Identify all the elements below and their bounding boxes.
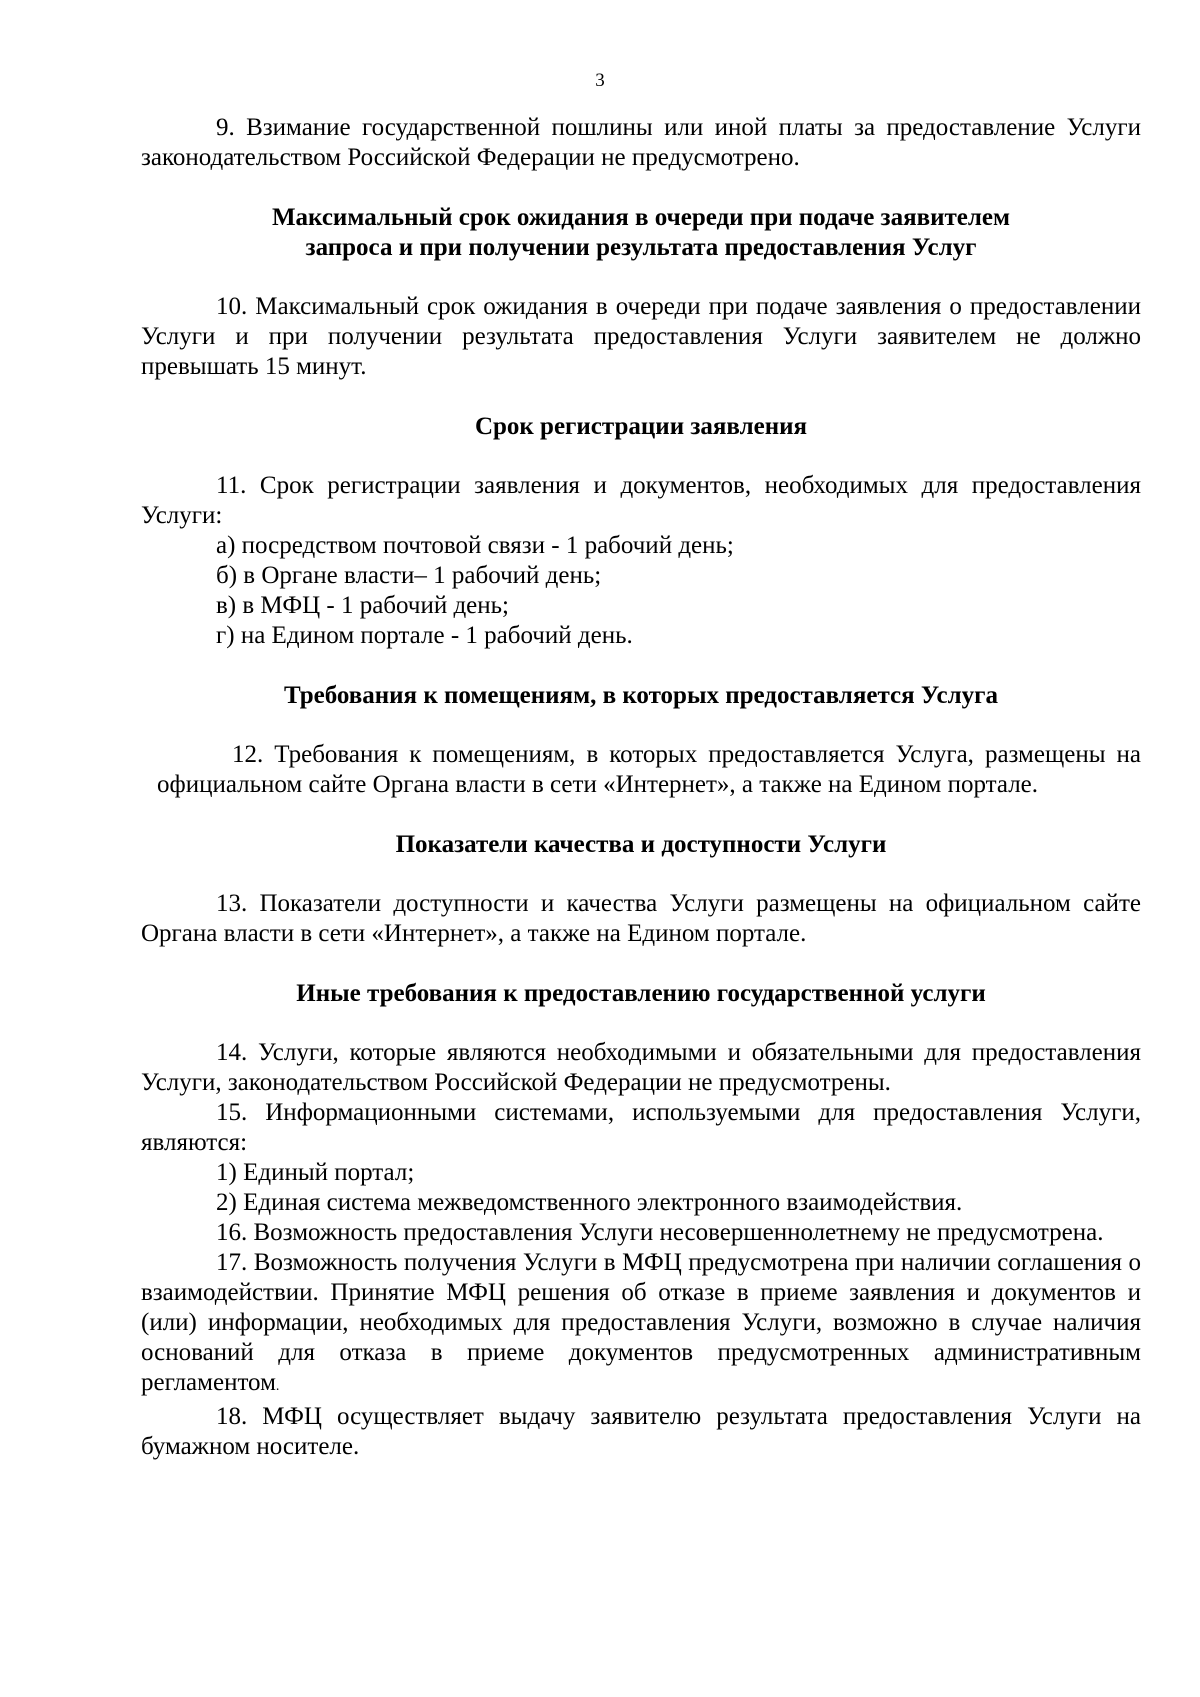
paragraph-15: 15. Информационными системами, используемыми для предоставления Услуги, являются: bbox=[141, 1099, 1141, 1156]
list-item: 2) Единая система межведомственного электронного взаимодействия. bbox=[216, 1189, 963, 1216]
paragraph-17-period: . bbox=[275, 1379, 280, 1394]
heading-registration-term: Срок регистрации заявления bbox=[474, 413, 808, 440]
page-number: 3 bbox=[595, 70, 605, 91]
paragraph-11: 11. Срок регистрации заявления и документов, необходимых для предоставления Услуги: bbox=[141, 472, 1141, 529]
heading-max-wait-time bbox=[141, 203, 1141, 263]
paragraph-14: 14. Услуги, которые являются необходимыми и обязательными для предоставления Услуги, законодательством Российской Федерации не предусмотрены. bbox=[141, 1039, 1141, 1096]
paragraph-12: 12. Требования к помещениям, в которых предоставляется Услуга, размещены на официальном сайте Органа власти в сети «Интернет», а также на Едином портале. bbox=[157, 741, 1141, 798]
paragraph-18: 18. МФЦ осуществляет выдачу заявителю результата предоставления Услуги на бумажном носителе. bbox=[141, 1403, 1141, 1460]
paragraph-17-text: 17. Возможность получения Услуги в МФЦ предусмотрена при наличии соглашения о взаимодействии. Принятие МФЦ решения об отказе в приеме заявления и документов и (или) информации, необходимых для предоставления Услуги, возможно в случае наличия оснований для отказа в приеме документов предусмотренных административным регламентом bbox=[141, 1249, 1141, 1396]
paragraph-16: 16. Возможность предоставления Услуги несовершеннолетнему не предусмотрена. bbox=[216, 1219, 1104, 1246]
paragraph-10: 10. Максимальный срок ожидания в очереди при подаче заявления о предоставлении Услуги и при получении результата предоставления Услуги заявителем не должно превышать 15 минут. bbox=[141, 293, 1141, 380]
paragraph-9: 9. Взимание государственной пошлины или иной платы за предоставление Услуги законодательством Российской Федерации не предусмотрено. bbox=[141, 114, 1141, 171]
document-body bbox=[141, 113, 1141, 1462]
heading-line-1: Максимальный срок ожидания в очереди при подаче заявителем bbox=[271, 204, 1011, 231]
list-item: г) на Едином портале - 1 рабочий день. bbox=[216, 622, 633, 649]
list-item: в) в МФЦ - 1 рабочий день; bbox=[216, 592, 510, 619]
paragraph-13: 13. Показатели доступности и качества Услуги размещены на официальном сайте Органа власти в сети «Интернет», а также на Едином портале. bbox=[141, 890, 1141, 947]
heading-premises-requirements: Требования к помещениям, в которых предоставляется Услуга bbox=[283, 682, 999, 709]
heading-quality-indicators: Показатели качества и доступности Услуги bbox=[395, 831, 887, 858]
heading-line-2: запроса и при получении результата предоставления Услуг bbox=[305, 234, 977, 261]
list-item: 1) Единый портал; bbox=[216, 1159, 415, 1186]
list-item: а) посредством почтовой связи - 1 рабочий день; bbox=[216, 532, 734, 559]
paragraph-17 bbox=[141, 1248, 1141, 1402]
list-item: б) в Органе власти– 1 рабочий день; bbox=[216, 562, 602, 589]
heading-other-requirements: Иные требования к предоставлению государственной услуги bbox=[296, 980, 986, 1007]
